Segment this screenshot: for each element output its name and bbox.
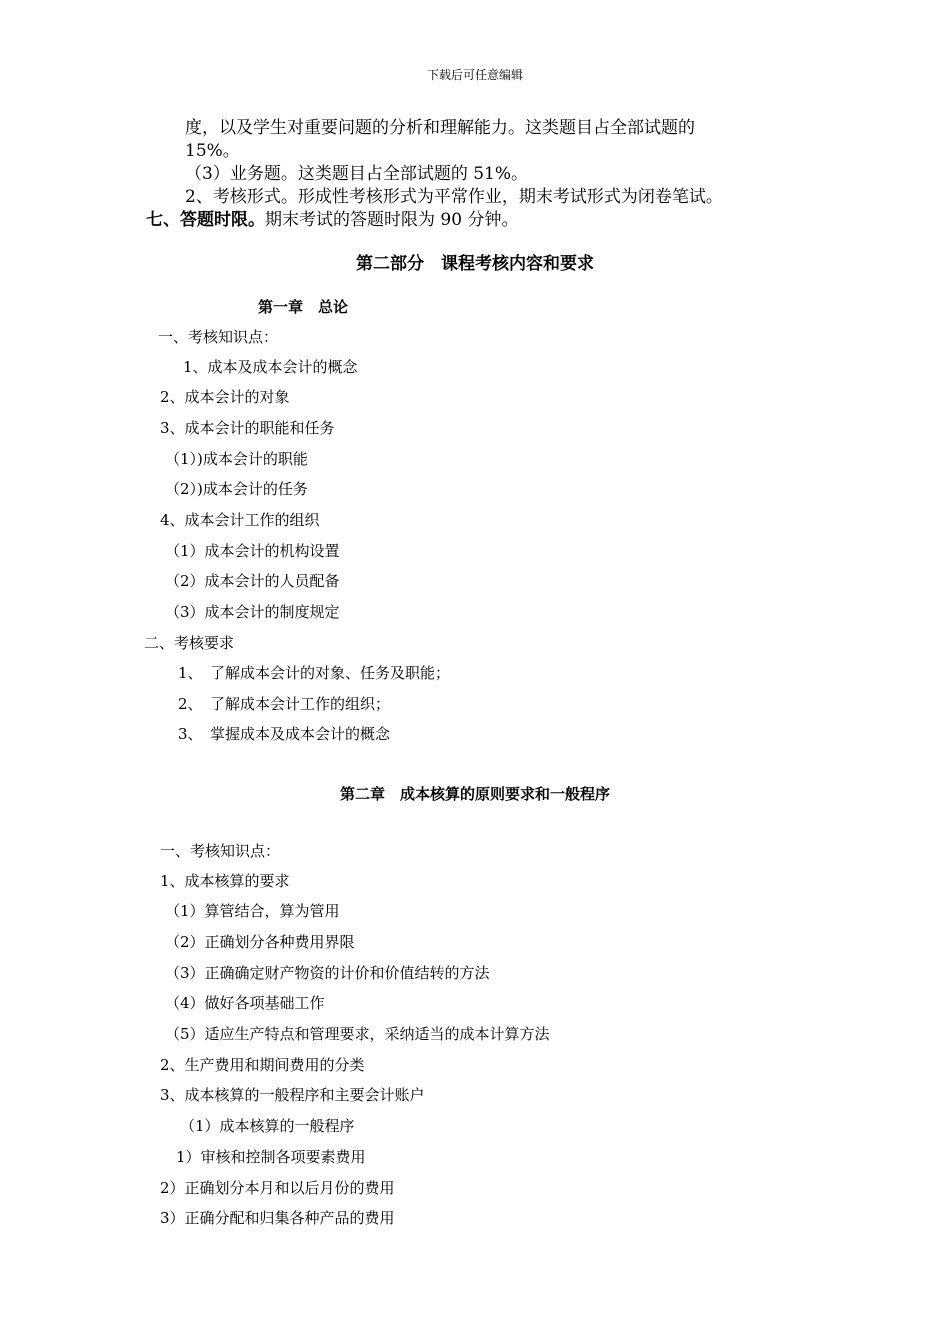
chapter1-line: 3、 掌握成本及成本会计的概念 <box>178 725 391 743</box>
chapter1-line: 1、成本及成本会计的概念 <box>183 358 358 376</box>
chapter1-line: （1）)成本会计的职能 <box>165 450 308 468</box>
chapter2-line: 3、成本核算的一般程序和主要会计账户 <box>160 1086 425 1104</box>
chapter2-line: （4）做好各项基础工作 <box>165 994 325 1012</box>
intro-line-1: 度，以及学生对重要问题的分析和理解能力。这类题目占全部试题的 <box>185 118 695 138</box>
chapter2-line: （1）算管结合，算为管用 <box>165 902 340 920</box>
chapter1-line: （2）成本会计的人员配备 <box>165 572 340 590</box>
part-title: 第二部分 课程考核内容和要求 <box>356 254 594 274</box>
chapter2-line: 3）正确分配和归集各种产品的费用 <box>160 1209 395 1227</box>
intro-line-2: 15%。 <box>185 141 240 161</box>
page-header-note: 下载后可任意编辑 <box>426 68 523 82</box>
chapter2-line: （5）适应生产特点和管理要求，采纳适当的成本计算方法 <box>165 1025 550 1043</box>
chapter1-line: （1）成本会计的机构设置 <box>165 542 340 560</box>
chapter1-line: 一、考核知识点： <box>158 328 279 346</box>
chapter1-line: 2、成本会计的对象 <box>160 388 290 406</box>
chapter2-line: （1）成本核算的一般程序 <box>180 1117 355 1135</box>
section-seven-text: 期末考试的答题时限为 90 分钟。 <box>265 210 519 230</box>
intro-line-4: 2、考核形式。形成性考核形式为平常作业，期末考试形式为闭卷笔试。 <box>185 187 723 207</box>
chapter1-line: （2）)成本会计的任务 <box>165 480 308 498</box>
section-seven-label: 七、答题时限。 <box>146 210 265 230</box>
chapter1-line: 2、 了解成本会计工作的组织； <box>178 695 391 713</box>
chapter2-line: 2、生产费用和期间费用的分类 <box>160 1056 365 1074</box>
chapter1-line: 1、 了解成本会计的对象、任务及职能； <box>178 664 451 682</box>
chapter2-line: （3）正确确定财产物资的计价和价值结转的方法 <box>165 964 490 982</box>
chapter2-line: 2）正确划分本月和以后月份的费用 <box>160 1179 395 1197</box>
chapter1-line: 二、考核要求 <box>144 634 235 652</box>
chapter1-line: （3）成本会计的制度规定 <box>165 603 340 621</box>
chapter2-line: （2）正确划分各种费用界限 <box>165 933 355 951</box>
chapter2-line: 1）审核和控制各项要素费用 <box>176 1148 366 1166</box>
section-seven <box>146 209 518 231</box>
chapter2-line: 一、考核知识点： <box>160 842 281 860</box>
intro-line-3: （3）业务题。这类题目占全部试题的 51%。 <box>185 164 529 184</box>
chapter2-line: 1、成本核算的要求 <box>160 872 290 890</box>
chapter2-title: 第二章 成本核算的原则要求和一般程序 <box>339 785 610 803</box>
chapter1-line: 3、成本会计的职能和任务 <box>160 419 335 437</box>
chapter1-title: 第一章 总论 <box>258 298 349 316</box>
chapter1-line: 4、成本会计工作的组织 <box>160 511 320 529</box>
